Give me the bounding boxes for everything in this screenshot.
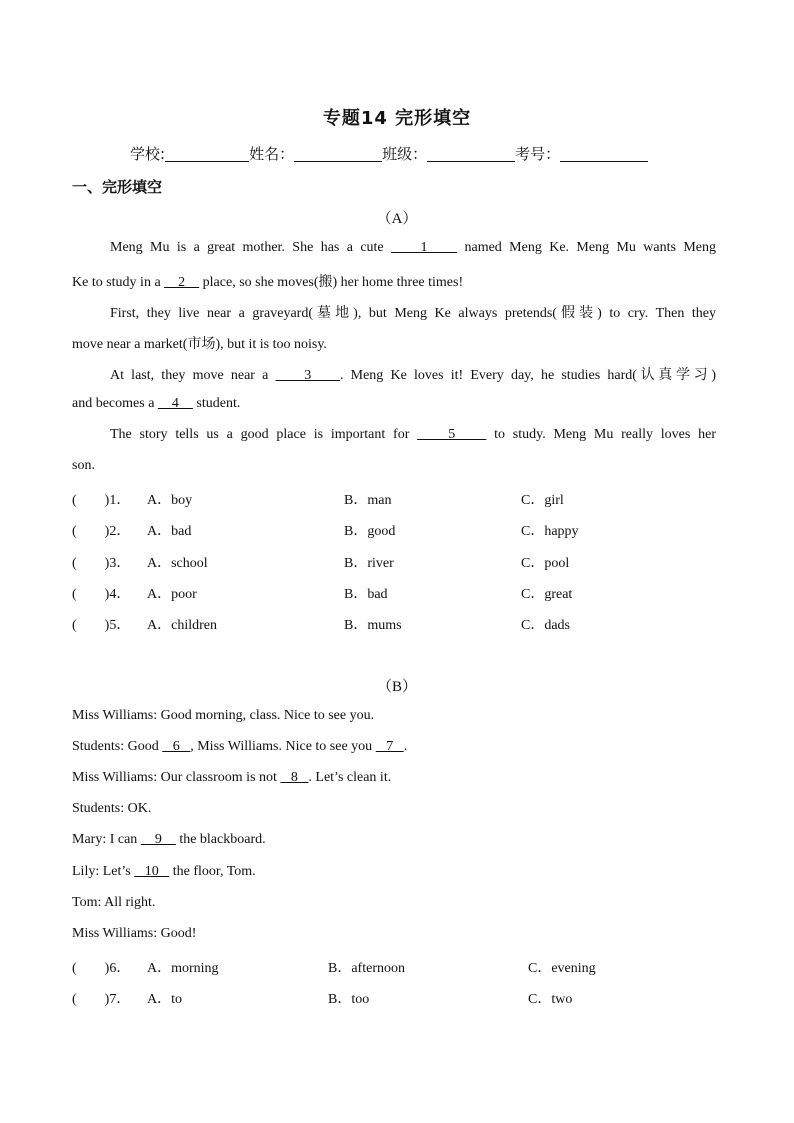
dialogue-line: Mary: I can 9 the blackboard.: [72, 832, 266, 847]
blank-10[interactable]: 10: [134, 864, 170, 879]
question-row: [72, 520, 772, 540]
blank-1[interactable]: 1: [391, 240, 458, 255]
name-field[interactable]: [294, 145, 382, 162]
question-number[interactable]: ( )2．: [72, 524, 131, 539]
part-a-label: （A）: [376, 211, 418, 227]
passage-a-line: Meng Mu is a great mother. She has a cute 1 named Meng Ke. Meng Mu wants Meng: [110, 240, 717, 255]
question-row: [72, 957, 772, 977]
option-b[interactable]: B．mums: [344, 618, 402, 633]
number-label: 考号：: [515, 145, 561, 163]
question-number[interactable]: ( )1．: [72, 493, 131, 508]
name-label: 姓名：: [249, 145, 295, 163]
dialogue-line: Students: OK.: [72, 801, 152, 816]
blank-2[interactable]: 2: [164, 275, 200, 290]
passage-a-line: The story tells us a good place is important for 5 to study. Meng Mu really loves her: [110, 427, 716, 442]
class-label: 班级：: [382, 145, 428, 163]
option-a[interactable]: A．morning: [147, 961, 219, 976]
dialogue-line: Lily: Let’s 10 the floor, Tom.: [72, 864, 256, 879]
school-field[interactable]: [165, 145, 249, 162]
question-row: [72, 552, 772, 572]
passage-a-line: son.: [72, 458, 95, 473]
question-number[interactable]: ( )3．: [72, 556, 131, 571]
blank-9[interactable]: 9: [140, 832, 176, 847]
option-c[interactable]: C．great: [521, 587, 573, 602]
option-c[interactable]: C．pool: [521, 556, 570, 571]
blank-6[interactable]: 6: [162, 739, 191, 754]
dialogue-line: Miss Williams: Our classroom is not 8 . Let’s clean it.: [72, 770, 392, 785]
dialogue-line: Students: Good 6 , Miss Williams. Nice to see you 7 .: [72, 739, 408, 754]
question-row: [72, 614, 772, 634]
school-label: 学校:: [130, 145, 166, 163]
class-field[interactable]: [427, 145, 515, 162]
dialogue-line: Miss Williams: Good!: [72, 926, 197, 941]
option-b[interactable]: B．afternoon: [328, 961, 405, 976]
question-row: [72, 489, 772, 509]
blank-3[interactable]: 3: [275, 368, 340, 383]
blank-7[interactable]: 7: [375, 739, 404, 754]
section-heading: 一、完形填空: [72, 178, 163, 196]
blank-8[interactable]: 8: [280, 770, 309, 785]
option-a[interactable]: A．poor: [147, 587, 197, 602]
dialogue-line: Miss Williams: Good morning, class. Nice to see you.: [72, 708, 375, 723]
option-b[interactable]: B．good: [344, 524, 396, 539]
option-a[interactable]: A．to: [147, 992, 182, 1007]
option-b[interactable]: B．man: [344, 493, 392, 508]
question-number[interactable]: ( )6．: [72, 961, 131, 976]
option-a[interactable]: A．boy: [147, 493, 193, 508]
page-title: 专题14 完形填空: [322, 108, 472, 129]
question-number[interactable]: ( )4．: [72, 587, 131, 602]
option-b[interactable]: B．too: [328, 992, 370, 1007]
student-info-line: [130, 143, 648, 164]
option-c[interactable]: C．happy: [521, 524, 579, 539]
passage-a-line: At last, they move near a 3 . Meng Ke loves it! Every day, he studies hard(认真学习): [110, 368, 716, 383]
option-c[interactable]: C．dads: [521, 618, 570, 633]
question-row: [72, 583, 772, 603]
question-number[interactable]: ( )7．: [72, 992, 131, 1007]
blank-5[interactable]: 5: [417, 427, 487, 442]
part-b-label: （B）: [376, 679, 417, 695]
number-field[interactable]: [560, 145, 648, 162]
option-b[interactable]: B．bad: [344, 587, 388, 602]
passage-a-line: and becomes a 4 student.: [72, 396, 241, 411]
question-number[interactable]: ( )5．: [72, 618, 131, 633]
passage-a-line: move near a market(市场), but it is too noisy.: [72, 337, 327, 352]
option-c[interactable]: C．evening: [528, 961, 596, 976]
passage-a-line: Ke to study in a 2 place, so she moves(搬) her home three times!: [72, 275, 464, 290]
option-b[interactable]: B．river: [344, 556, 394, 571]
blank-4[interactable]: 4: [157, 396, 193, 411]
option-a[interactable]: A．bad: [147, 524, 192, 539]
dialogue-line: Tom: All right.: [72, 895, 156, 910]
option-a[interactable]: A．school: [147, 556, 208, 571]
option-a[interactable]: A．children: [147, 618, 217, 633]
option-c[interactable]: C．two: [528, 992, 573, 1007]
option-c[interactable]: C．girl: [521, 493, 564, 508]
question-row: [72, 988, 772, 1008]
passage-a-line: First, they live near a graveyard(墓地), but Meng Ke always pretends(假装) to cry. Then they: [110, 306, 716, 321]
